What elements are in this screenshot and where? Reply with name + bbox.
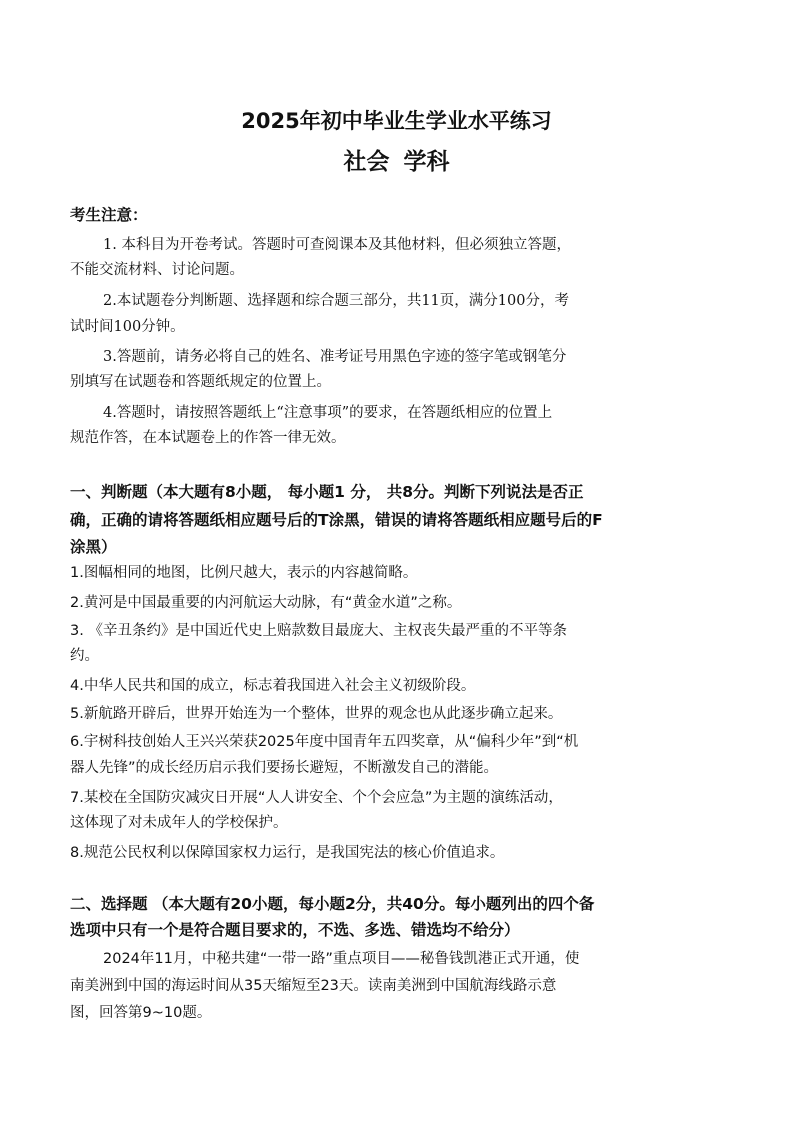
- notice-item-1-line1: 1. 本科目为开卷考试。答题时可查阅课本及其他材料，但必须独立答题，: [103, 237, 571, 253]
- question-1: 1.图幅相同的地图，比例尺越大，表示的内容越简略。: [70, 565, 418, 581]
- notice-item-3-line1: 3.答题前，请务必将自己的姓名、准考证号用黑色字迹的签字笔或钢笔分: [103, 349, 567, 365]
- question-6-line1: 6.宇树科技创始人王兴兴荣获2025年度中国青年五四奖章，从“偏科少年”到“机: [70, 734, 579, 750]
- notice-heading: 考生注意：: [70, 206, 148, 224]
- question-3-line2: 约。: [70, 648, 99, 664]
- question-4: 4.中华人民共和国的成立，标志着我国进入社会主义初级阶段。: [70, 678, 476, 694]
- section2-intro-line1: 2024年11月，中秘共建“一带一路”重点项目——秘鲁钱凯港正式开通，使: [103, 951, 580, 967]
- question-6-line2: 器人先锋”的成长经历启示我们要扬长避短，不断激发自己的潜能。: [70, 760, 499, 776]
- notice-item-3-line2: 别填写在试题卷和答题纸规定的位置上。: [70, 374, 331, 390]
- page-title: 2025年初中毕业生学业水平练习: [241, 109, 552, 133]
- section2-intro-line2: 南美洲到中国的海运时间从35天缩短至23天。读南美洲到中国航海线路示意: [70, 978, 557, 994]
- section2-heading-line1: 二、选择题 （本大题有20小题，每小题2分，共40分。每小题列出的四个备: [70, 895, 595, 913]
- notice-item-2-line1: 2.本试题卷分判断题、选择题和综合题三部分，共11页，满分100分，考: [103, 293, 569, 309]
- notice-item-2-line2: 试时间100分钟。: [70, 319, 185, 335]
- section1-heading-line2: 确，正确的请将答题纸相应题号后的T涂黑，错误的请将答题纸相应题号后的F: [70, 511, 603, 529]
- section2-intro-line3: 图，回答第9~10题。: [70, 1005, 212, 1021]
- question-5: 5.新航路开辟后，世界开始连为一个整体，世界的观念也从此逐步确立起来。: [70, 706, 563, 722]
- notice-item-1-line2: 不能交流材料、讨论问题。: [70, 262, 244, 278]
- question-8: 8.规范公民权利以保障国家权力运行，是我国宪法的核心价值追求。: [70, 845, 505, 861]
- question-2: 2.黄河是中国最重要的内河航运大动脉，有“黄金水道”之称。: [70, 595, 462, 611]
- section1-heading-line1: 一、判断题（本大题有8小题， 每小题1 分， 共8分。判断下列说法是否正: [70, 483, 584, 501]
- subject-title: 社会 学科: [343, 149, 450, 175]
- notice-item-4-line2: 规范作答，在本试题卷上的作答一律无效。: [70, 430, 346, 446]
- question-7-line2: 这体现了对未成年人的学校保护。: [70, 815, 288, 831]
- question-7-line1: 7.某校在全国防灾减灾日开展“人人讲安全、个个会应急”为主题的演练活动，: [70, 790, 563, 806]
- notice-item-4-line1: 4.答题时，请按照答题纸上“注意事项”的要求，在答题纸相应的位置上: [103, 405, 553, 421]
- section1-heading-line3: 涂黑）: [70, 538, 117, 556]
- question-3-line1: 3. 《辛丑条约》是中国近代史上赔款数目最庞大、主权丧失最严重的不平等条: [70, 623, 567, 639]
- section2-heading-line2: 选项中只有一个是符合题目要求的，不选、多选、错选均不给分）: [70, 921, 520, 939]
